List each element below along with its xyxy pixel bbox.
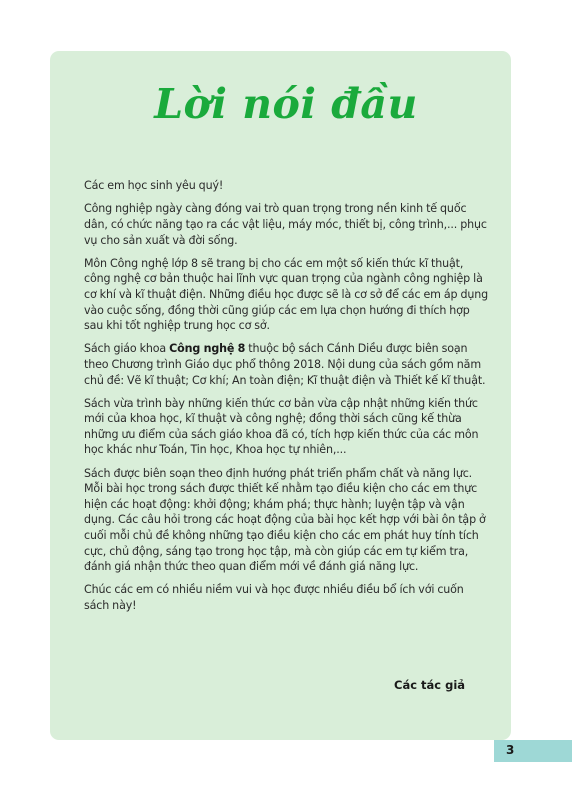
paragraph-industry: Công nghiệp ngày càng đóng vai trò quan trọng trong nền kinh tế quốc dân, có chức năng tạo ra các vật liệu, máy móc, thiết bị, công trình,... phục vụ cho sản xuất và đời sống. — [84, 202, 487, 247]
paragraph-subject: Môn Công nghệ lớp 8 sẽ trang bị cho các em một số kiến thức kĩ thuật, công nghệ cơ bản thuộc hai lĩnh vực quan trọng của ngành công nghiệp là cơ khí và kĩ thuật điện. Những điều học được sẽ là cơ sở để các em áp dụng vào cuộc sống, đồng thời cũng giúp các em lựa chọn hướng đi thích hợp sau khi tốt nghiệp trung học cơ sở. — [84, 256, 489, 333]
paragraph-knowledge: Sách vừa trình bày những kiến thức cơ bản vừa cập nhật những kiến thức mới của khoa học, kĩ thuật và công nghệ; đồng thời sách cũng kế thừa những ưu điểm của sách giáo khoa đã có, tích hợp kiến thức của các môn học khác như Toán, Tin học, Khoa học tự nhiên,... — [84, 396, 479, 457]
page-title: Lời nói đầu — [154, 80, 418, 128]
paragraph-competency: Sách được biên soạn theo định hướng phát triển phẩm chất và năng lực. Mỗi bài học trong sách được thiết kế nhằm tạo điều kiện cho các em thực hiện các hoạt động: khởi động; khám phá; thực hành; luyện tập và vận dụng. Các câu hỏi trong các hoạt động của bài học kết hợp với bài ôn tập ở cuối mỗi chủ đề không những tạo điều kiện cho các em phát huy tính tích cực, chủ động, sáng tạo trong học tập, mà còn giúp các em tự kiểm tra, đánh giá nhận thức theo quan điểm mới về đánh giá năng lực. — [84, 466, 486, 574]
greeting-line: Các em học sinh yêu quý! — [84, 179, 224, 192]
paragraph-textbook — [84, 341, 490, 388]
textbook-description-text: thuộc bộ sách Cánh Diều được biên soạn theo Chương trình Giáo dục phổ thông 2018. Nội dung của sách gồm năm chủ đề: Vẽ kĩ thuật; Cơ khí; An toàn điện; Kĩ thuật điện và Thiết kế kĩ thuật. — [84, 342, 486, 387]
textbook-title: Công nghệ 8 — [169, 342, 246, 356]
authors-signature: Các tác giả — [394, 678, 466, 692]
paragraph-wishes: Chúc các em có nhiều niềm vui và học được nhiều điều bổ ích với cuốn sách này! — [84, 583, 464, 613]
preface-body — [84, 178, 490, 621]
page-number: 3 — [506, 743, 515, 757]
textbook-intro-text: Sách giáo khoa — [84, 342, 170, 356]
